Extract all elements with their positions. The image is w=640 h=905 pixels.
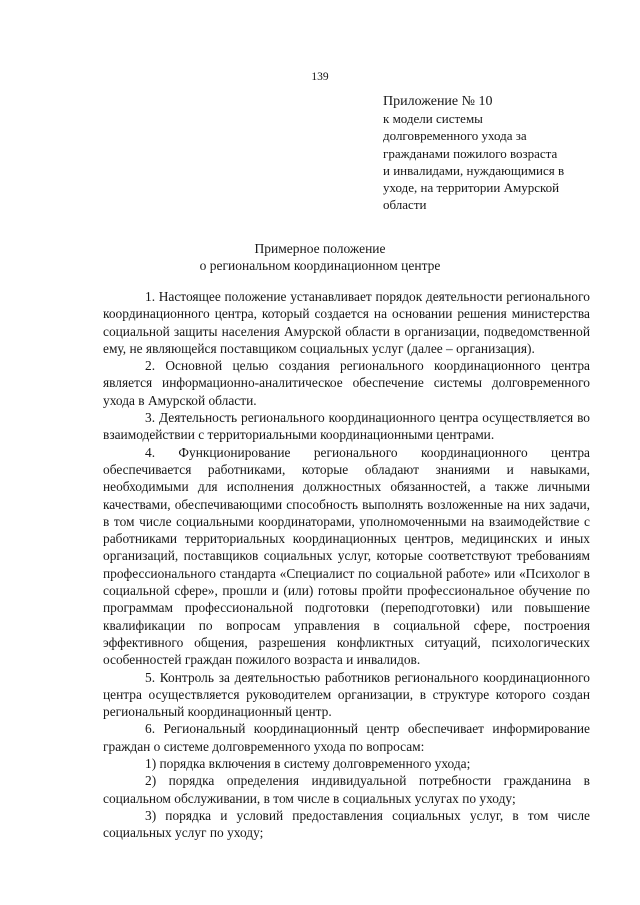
appendix-line: долговременного ухода за xyxy=(383,128,527,144)
appendix-line: и инвалидами, нуждающимися в xyxy=(383,162,565,178)
appendix-line: Приложение № 10 xyxy=(383,94,493,109)
document-body xyxy=(103,288,590,842)
paragraph: 3. Деятельность регионального координационного центра осуществляется во взаимодействии с территориальными координационными центрами. xyxy=(103,410,590,443)
appendix-line: области xyxy=(383,197,427,213)
paragraph: 1. Настоящее положение устанавливает порядок деятельности регионального координационного центра, который создается на основании решения министерства социальной защиты населения Амурской области в организации, подведомственной ему, не являющейся поставщиком социальных услуг (далее – организация). xyxy=(103,289,590,356)
appendix-header xyxy=(383,93,613,213)
page-number: 139 xyxy=(311,71,329,83)
appendix-line: уходе, на территории Амурской xyxy=(383,180,560,196)
appendix-line: гражданами пожилого возраста xyxy=(383,145,558,161)
subtitle-line: о региональном координационном центре xyxy=(199,258,441,273)
paragraph: 2. Основной целью создания регионального координационного центра является информационно-аналитическое обеспечение системы долговременного ухода в Амурской области. xyxy=(103,358,590,408)
appendix-line: к модели системы xyxy=(383,111,483,127)
document-title xyxy=(0,240,640,274)
paragraph: 5. Контроль за деятельностью работников регионального координационного центра осуществляется руководителем организации, в структуре которого создан региональный координационный центр. xyxy=(103,669,590,720)
list-item: 1) порядка включения в систему долговременного ухода; xyxy=(145,756,471,772)
title-line: Примерное положение xyxy=(254,241,386,256)
list-item: 2) порядка определения индивидуальной потребности гражданина в социальном обслуживании, в том числе в социальных услугах по уходу; xyxy=(103,773,590,806)
paragraph: 4. Функционирование регионального координационного центра обеспечивается работниками, которые обладают знаниями и навыками, необходимыми для исполнения должностных обязанностей, а также личными качествами, обеспечивающими способность выполнять возложенные на них задачи, в том числе социальными координаторами, уполномоченными на взаимодействие с работниками территориальных координационных центров, медицинских и иных организаций, поставщиков социальных услуг, которые соответствуют требованиям профессионального стандарта «Специалист по социальной работе» или «Психолог в социальной сфере», прошли и (или) готовы пройти профессиональное обучение по программам профессиональной подготовки (переподготовки) или повышение квалификации по вопросам управления в социальной сфере, построения эффективного общения, разрешения конфликтных ситуаций, психологических особенностей граждан пожилого возраста и инвалидов. xyxy=(103,444,590,668)
paragraph: 6. Региональный координационный центр обеспечивает информирование граждан о системе долговременного ухода по вопросам: xyxy=(103,721,590,754)
list-item: 3) порядка и условий предоставления социальных услуг, в том числе социальных услуг по уходу; xyxy=(103,807,590,841)
